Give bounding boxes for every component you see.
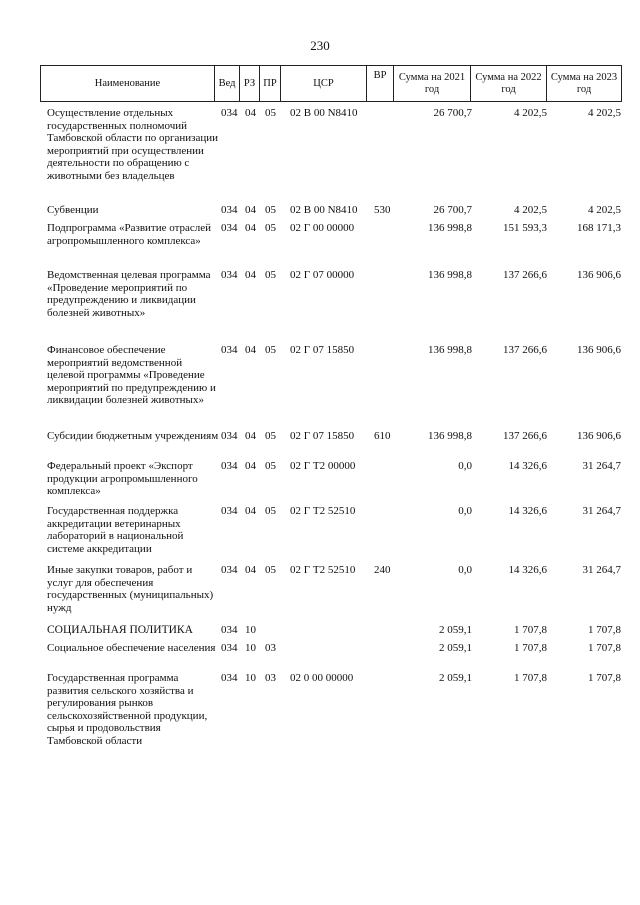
row-sum-2022: 4 202,5 [514, 204, 547, 216]
row-ved: 034 [221, 344, 238, 356]
row-csr: 02 Г Т2 52510 [290, 564, 356, 576]
row-pr: 05 [265, 269, 276, 281]
row-name: Государственная программа развития сельского хозяйства и регулирования рынков сельскохозяйственной продукции, сырья и продовольствия Тамбовской области [47, 672, 208, 747]
row-sum-2021: 0,0 [458, 564, 472, 576]
row-sum-2022: 14 326,6 [508, 460, 547, 472]
row-sum-2023: 168 171,3 [577, 222, 621, 234]
row-sum-2023: 31 264,7 [582, 460, 621, 472]
row-pr: 05 [265, 430, 276, 442]
row-pr: 05 [265, 505, 276, 517]
row-csr: 02 Г 07 15850 [290, 430, 355, 442]
row-csr: 02 0 00 00000 [290, 672, 354, 684]
row-pr: 05 [265, 222, 276, 234]
row-sum-2021: 26 700,7 [433, 204, 472, 216]
row-sum-2021: 136 998,8 [428, 222, 472, 234]
row-rz: 04 [245, 564, 256, 576]
row-ved: 034 [221, 222, 238, 234]
row-name: Подпрограмма «Развитие отраслей агропромышленного комплекса» [47, 222, 212, 247]
row-sum-2022: 137 266,6 [503, 344, 547, 356]
row-sum-2022: 1 707,8 [514, 672, 547, 684]
row-csr: 02 Г 07 15850 [290, 344, 355, 356]
row-csr: 02 Г 00 00000 [290, 222, 355, 234]
header-vr: ВР [366, 65, 393, 102]
row-sum-2023: 4 202,5 [588, 107, 621, 119]
row-ved: 034 [221, 642, 238, 654]
row-sum-2021: 2 059,1 [439, 624, 472, 636]
row-sum-2022: 14 326,6 [508, 505, 547, 517]
row-vr: 240 [374, 564, 391, 576]
row-rz: 04 [245, 222, 256, 234]
row-name: Финансовое обеспечение мероприятий ведомственной целевой программы «Проведение мероприятий по предупреждению и ликвидации болезней животных» [47, 344, 216, 406]
row-pr: 03 [265, 672, 276, 684]
row-name: СОЦИАЛЬНАЯ ПОЛИТИКА [47, 624, 193, 636]
row-sum-2022: 4 202,5 [514, 107, 547, 119]
header-sum-2023: Сумма на 2023 год [546, 65, 622, 102]
row-sum-2022: 137 266,6 [503, 430, 547, 442]
row-sum-2023: 1 707,8 [588, 624, 621, 636]
row-sum-2023: 31 264,7 [582, 564, 621, 576]
row-sum-2022: 14 326,6 [508, 564, 547, 576]
row-csr: 02 Г Т2 00000 [290, 460, 356, 472]
row-rz: 10 [245, 672, 256, 684]
row-sum-2023: 31 264,7 [582, 505, 621, 517]
row-sum-2021: 136 998,8 [428, 344, 472, 356]
row-ved: 034 [221, 505, 238, 517]
row-rz: 04 [245, 430, 256, 442]
header-name: Наименование [40, 65, 214, 102]
row-pr: 05 [265, 564, 276, 576]
row-name: Государственная поддержка аккредитации ветеринарных лабораторий в национальной системе аккредитации [47, 505, 184, 555]
row-rz: 10 [245, 624, 256, 636]
row-sum-2021: 2 059,1 [439, 672, 472, 684]
row-name: Социальное обеспечение населения [47, 642, 216, 654]
row-sum-2021: 136 998,8 [428, 430, 472, 442]
row-sum-2023: 136 906,6 [577, 430, 621, 442]
row-name: Ведомственная целевая программа «Проведение мероприятий по предупреждению и ликвидации болезней животных» [47, 269, 211, 319]
table-header [40, 65, 622, 102]
row-ved: 034 [221, 430, 238, 442]
row-pr: 03 [265, 642, 276, 654]
row-pr: 05 [265, 107, 276, 119]
row-ved: 034 [221, 204, 238, 216]
row-rz: 04 [245, 460, 256, 472]
row-name: Субвенции [47, 204, 99, 216]
row-ved: 034 [221, 107, 238, 119]
row-vr: 530 [374, 204, 391, 216]
header-pr: ПР [259, 65, 280, 102]
header-sum-2022: Сумма на 2022 год [470, 65, 546, 102]
row-sum-2021: 26 700,7 [433, 107, 472, 119]
row-sum-2022: 1 707,8 [514, 642, 547, 654]
row-sum-2022: 1 707,8 [514, 624, 547, 636]
row-pr: 05 [265, 460, 276, 472]
header-rz: РЗ [239, 65, 259, 102]
row-sum-2021: 2 059,1 [439, 642, 472, 654]
row-rz: 04 [245, 344, 256, 356]
row-name: Субсидии бюджетным учреждениям [47, 430, 219, 442]
row-csr: 02 Г 07 00000 [290, 269, 355, 281]
row-name: Федеральный проект «Экспорт продукции агропромышленного комплекса» [47, 460, 198, 497]
row-rz: 04 [245, 269, 256, 281]
row-ved: 034 [221, 564, 238, 576]
row-vr: 610 [374, 430, 391, 442]
header-sum-2021: Сумма на 2021 год [393, 65, 470, 102]
row-rz: 04 [245, 107, 256, 119]
row-csr: 02 Г Т2 52510 [290, 505, 356, 517]
row-rz: 04 [245, 505, 256, 517]
row-name: Иные закупки товаров, работ и услуг для обеспечения государственных (муниципальных) нужд [47, 564, 214, 614]
row-sum-2021: 0,0 [458, 505, 472, 517]
row-sum-2023: 1 707,8 [588, 672, 621, 684]
row-sum-2023: 136 906,6 [577, 344, 621, 356]
header-csr: ЦСР [280, 65, 366, 102]
row-name: Осуществление отдельных государственных полномочий Тамбовской области по организации мероприятий при осуществлении деятельности по обращению с животными без владельцев [47, 107, 219, 182]
row-ved: 034 [221, 460, 238, 472]
row-sum-2023: 4 202,5 [588, 204, 621, 216]
row-sum-2023: 1 707,8 [588, 642, 621, 654]
row-ved: 034 [221, 624, 238, 636]
row-sum-2022: 151 593,3 [503, 222, 547, 234]
row-csr: 02 В 00 N8410 [290, 107, 358, 119]
row-pr: 05 [265, 204, 276, 216]
row-csr: 02 В 00 N8410 [290, 204, 358, 216]
row-sum-2023: 136 906,6 [577, 269, 621, 281]
row-sum-2021: 136 998,8 [428, 269, 472, 281]
row-sum-2022: 137 266,6 [503, 269, 547, 281]
row-ved: 034 [221, 269, 238, 281]
row-sum-2021: 0,0 [458, 460, 472, 472]
row-ved: 034 [221, 672, 238, 684]
row-rz: 10 [245, 642, 256, 654]
page-number: 230 [310, 38, 330, 53]
row-rz: 04 [245, 204, 256, 216]
header-ved: Вед [214, 65, 239, 102]
row-pr: 05 [265, 344, 276, 356]
